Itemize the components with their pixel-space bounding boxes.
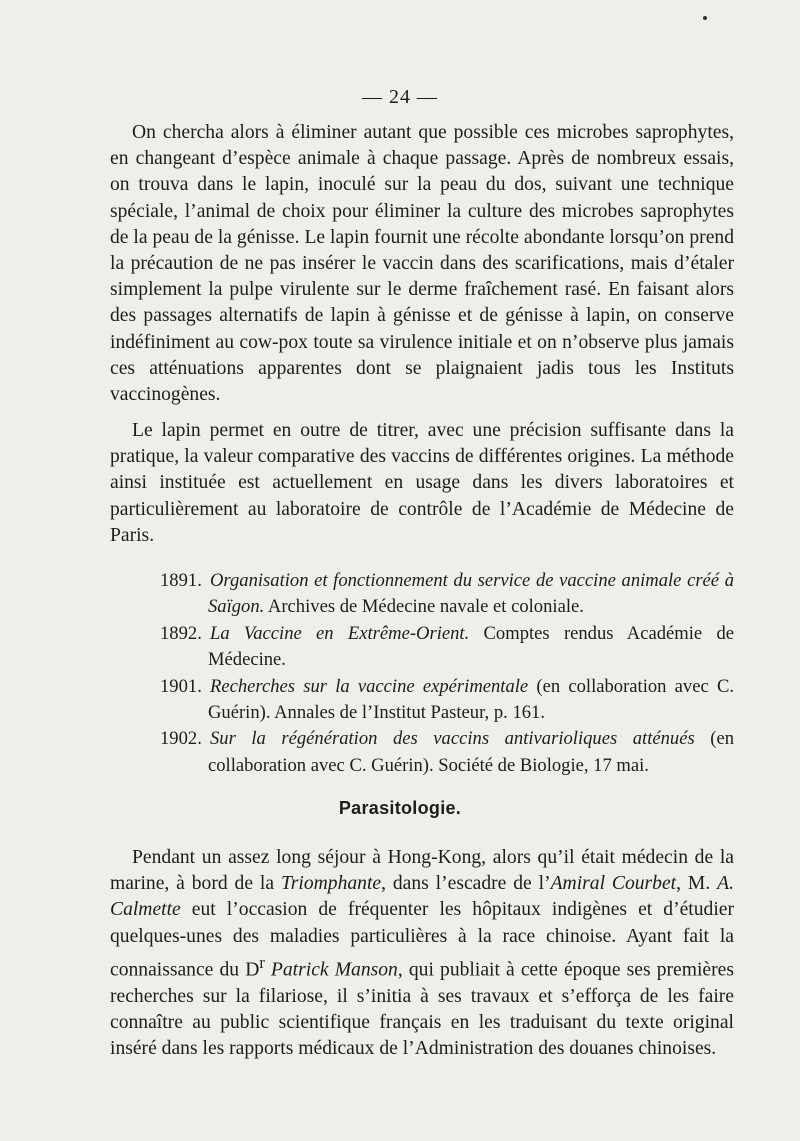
entry-year: 1901. [160, 675, 202, 697]
bibliography-entry [112, 674, 734, 727]
bibliography-entry [112, 568, 734, 621]
paragraph-hong-kong [110, 845, 734, 1062]
bibliography-list [112, 568, 734, 779]
speck-mark [703, 16, 707, 20]
text-run: , M. [676, 873, 718, 895]
entry-year: 1891. [160, 570, 202, 591]
entry-source: (en collaboration avec C. Guérin). Société de Biologie, 17 mai. [208, 728, 735, 776]
paragraph-vaccine-rabbit: On chercha alors à éliminer autant que possible ces microbes saprophytes, en changeant d’espèce animale à chaque passage. Après de nombreux essais, on trouva dans le lapin, inoculé sur la peau du dos, suivant une technique spéciale, l’animal de choix pour éliminer la culture des microbes saprophytes de la peau de la génisse. Le lapin fournit une récolte abondante lorsqu’on prend la précaution de ne pas insérer le vaccin dans des scarifications, mais d’étaler simplement la pulpe virulente sur le derme fraîchement rasé. En faisant alors des passages alternatifs de lapin à génisse et de génisse à lapin, on conserve indéfiniment au cow-pox toute sa virulence initiale et on n’observe plus jamais ces atténuations apparentes dont se plaignaient jadis tous les Instituts vaccinogènes. [110, 122, 734, 406]
bibliography-entry [112, 621, 734, 674]
paragraph-titration: Le lapin permet en outre de titrer, avec une précision suffisante dans la pratique, la valeur comparative des vaccins de différentes origines. La méthode ainsi instituée est actuellement en usage dans les divers laboratoires et particulièrement au laboratoire de contrôle de l’Académie de Médecine de Paris. [110, 420, 734, 546]
text-run: eut l’occasion de fréquenter les hôpitaux indigènes et d’étudier quelques-unes des maladies particulières à la race chinoise. Ayant fait la connaissance du D [110, 899, 734, 981]
text-run: Pendant un assez long séjour à Hong-Kong, alors qu’il était médecin de la marine, à bord de la [110, 847, 734, 895]
text-run: , qui publiait à cette époque ses premières recherches sur la filariose, il s’initia à ses travaux et s’efforça de les faire connaître au public scientifique français en les traduisant du texte original inséré dans les rapports médicaux de l’Administration des douanes chinoises. [110, 959, 734, 1059]
doctor-superscript: r [259, 952, 265, 972]
entry-source: (en collaboration avec C. Guérin). Annales de l’Institut Pasteur, p. 161. [208, 675, 734, 724]
admiral-name: Amiral Courbet [550, 873, 677, 895]
ship-name: Triomphante [280, 873, 382, 895]
section-heading-parasitologie: Parasitologie. [338, 798, 462, 818]
person-name-manson: Patrick Manson [270, 959, 398, 981]
entry-title: La Vaccine en Extrême-Orient. [210, 622, 470, 644]
text-run: , dans l’escadre de l’ [381, 873, 551, 895]
entry-year: 1892. [160, 622, 202, 644]
person-name-calmette: A. Calmette [110, 873, 734, 921]
entry-title: Recherches sur la vaccine expérimentale [210, 675, 529, 697]
entry-title: Organisation et fonctionnement du service de vaccine animale créé à Saïgon. [208, 570, 734, 618]
entry-title: Sur la régénération des vaccins antivarioliques atténués [210, 728, 695, 750]
entry-source: Archives de Médecine navale et coloniale. [264, 596, 584, 618]
entry-source: Comptes rendus Académie de Médecine. [208, 622, 734, 671]
page-number: — 24 — [362, 86, 438, 108]
entry-year: 1902. [160, 728, 202, 750]
bibliography-entry [112, 726, 734, 779]
